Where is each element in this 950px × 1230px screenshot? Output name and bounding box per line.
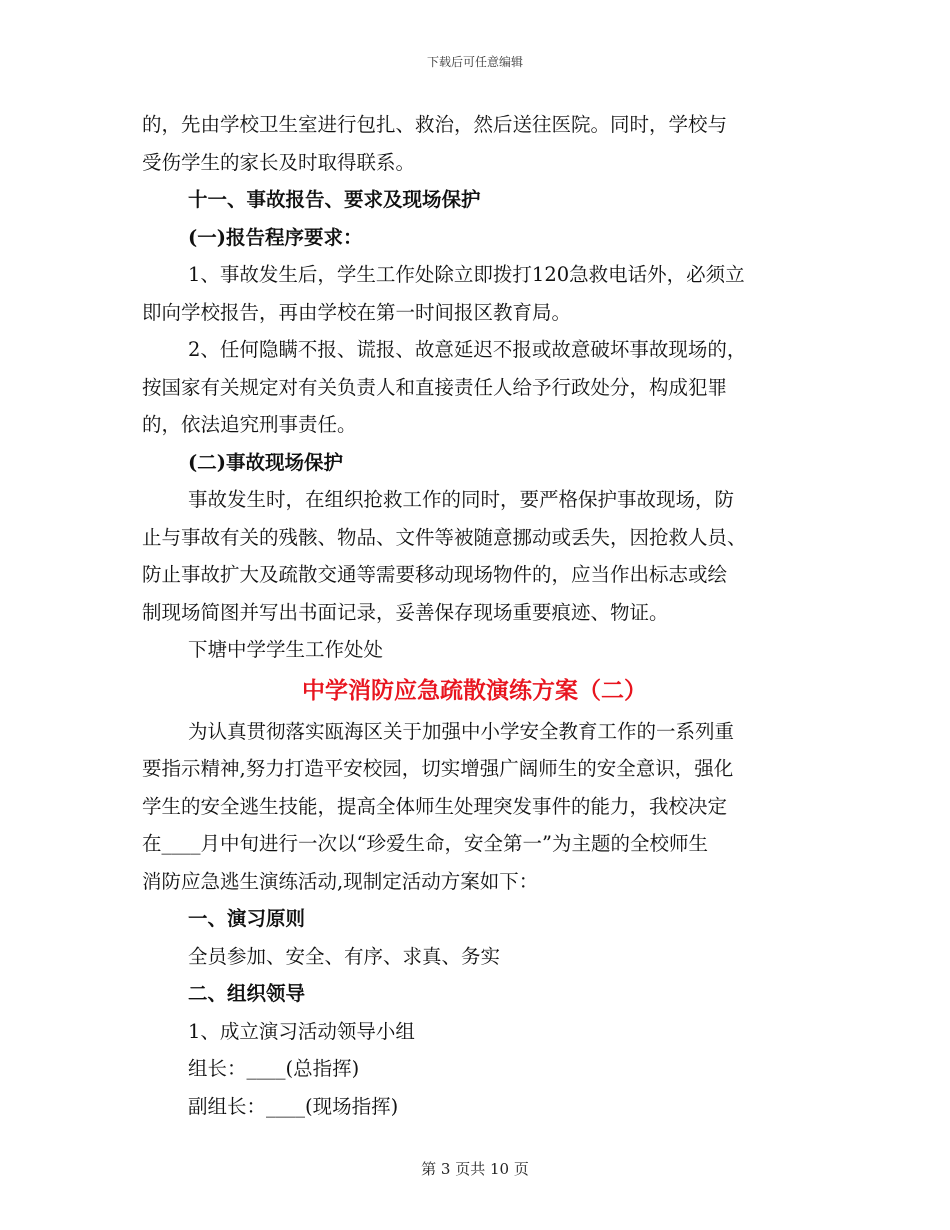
text-line: 1、事故发生后，学生工作处除立即拨打120急救电话外，必须立 <box>188 263 745 286</box>
text-line: 2、任何隐瞒不报、谎报、故意延迟不报或故意破坏事故现场的， <box>188 338 747 361</box>
text-line: 在____月中旬进行一次以“珍爱生命，安全第一”为主题的全校师生 <box>142 832 708 855</box>
page-header: 下载后可任意编辑 <box>426 55 523 69</box>
paragraph <box>142 331 807 444</box>
text-line: 即向学校报告，再由学校在第一时间报区教育局。 <box>142 300 572 324</box>
paragraph <box>142 631 807 669</box>
text-line: 受伤学生的家长及时取得联系。 <box>142 150 416 174</box>
text-line: 按国家有关规定对有关负责人和直接责任人给予行政处分，构成犯罪 <box>142 375 728 399</box>
text-line: 学生的安全逃生技能，提高全体师生处理突发事件的能力，我校决定 <box>142 794 728 818</box>
text-line: 防止事故扩大及疏散交通等需要移动现场物件的，应当作出标志或绘 <box>142 563 728 586</box>
paragraph <box>142 1088 807 1126</box>
text-line: 止与事故有关的残骸、物品、文件等被随意挪动或丢失，因抢救人员、 <box>142 525 747 549</box>
paragraph <box>142 713 807 901</box>
paragraph <box>142 481 807 631</box>
text-line: 1、成立演习活动领导小组 <box>188 1019 415 1043</box>
text-line: 为认真贯彻落实瓯海区关于加强中小学安全教育工作的一系列重 <box>188 719 735 743</box>
paragraph <box>142 256 807 331</box>
paragraph <box>142 1013 807 1051</box>
paragraph <box>142 938 807 976</box>
text-line: 全员参加、安全、有序、求真、务实 <box>188 944 501 968</box>
section-heading: (二)事故现场保护 <box>188 450 343 474</box>
text-line: 要指示精神,努力打造平安校园，切实增强广阔师生的安全意识，强化 <box>142 757 734 780</box>
section-heading: 二、组织领导 <box>188 982 306 1005</box>
paragraph <box>142 106 807 181</box>
page-footer: 第 3 页共 10 页 <box>421 1160 529 1178</box>
text-line: 下塘中学学生工作处处 <box>188 638 384 661</box>
section-heading: 十一、事故报告、要求及现场保护 <box>188 188 481 211</box>
paragraph <box>142 1050 807 1088</box>
text-line: 的，依法追究刑事责任。 <box>142 413 357 436</box>
document-body <box>142 106 807 1125</box>
section-heading: 一、演习原则 <box>188 907 306 930</box>
text-line: 事故发生时，在组织抢救工作的同时，要严格保护事故现场，防 <box>188 488 735 511</box>
section-heading: (一)报告程序要求： <box>188 225 363 249</box>
text-line: 消防应急逃生演练活动,现制定活动方案如下： <box>142 869 539 893</box>
section-title: 中学消防应急疏散演练方案（二） <box>302 676 647 704</box>
text-line: 副组长：____(现场指挥) <box>188 1094 399 1118</box>
text-line: 组长：____(总指挥) <box>188 1057 360 1080</box>
text-line: 制现场简图并写出书面记录，妥善保存现场重要痕迹、物证。 <box>142 600 669 624</box>
text-line: 的，先由学校卫生室进行包扎、救治，然后送往医院。同时，学校与 <box>142 113 728 136</box>
